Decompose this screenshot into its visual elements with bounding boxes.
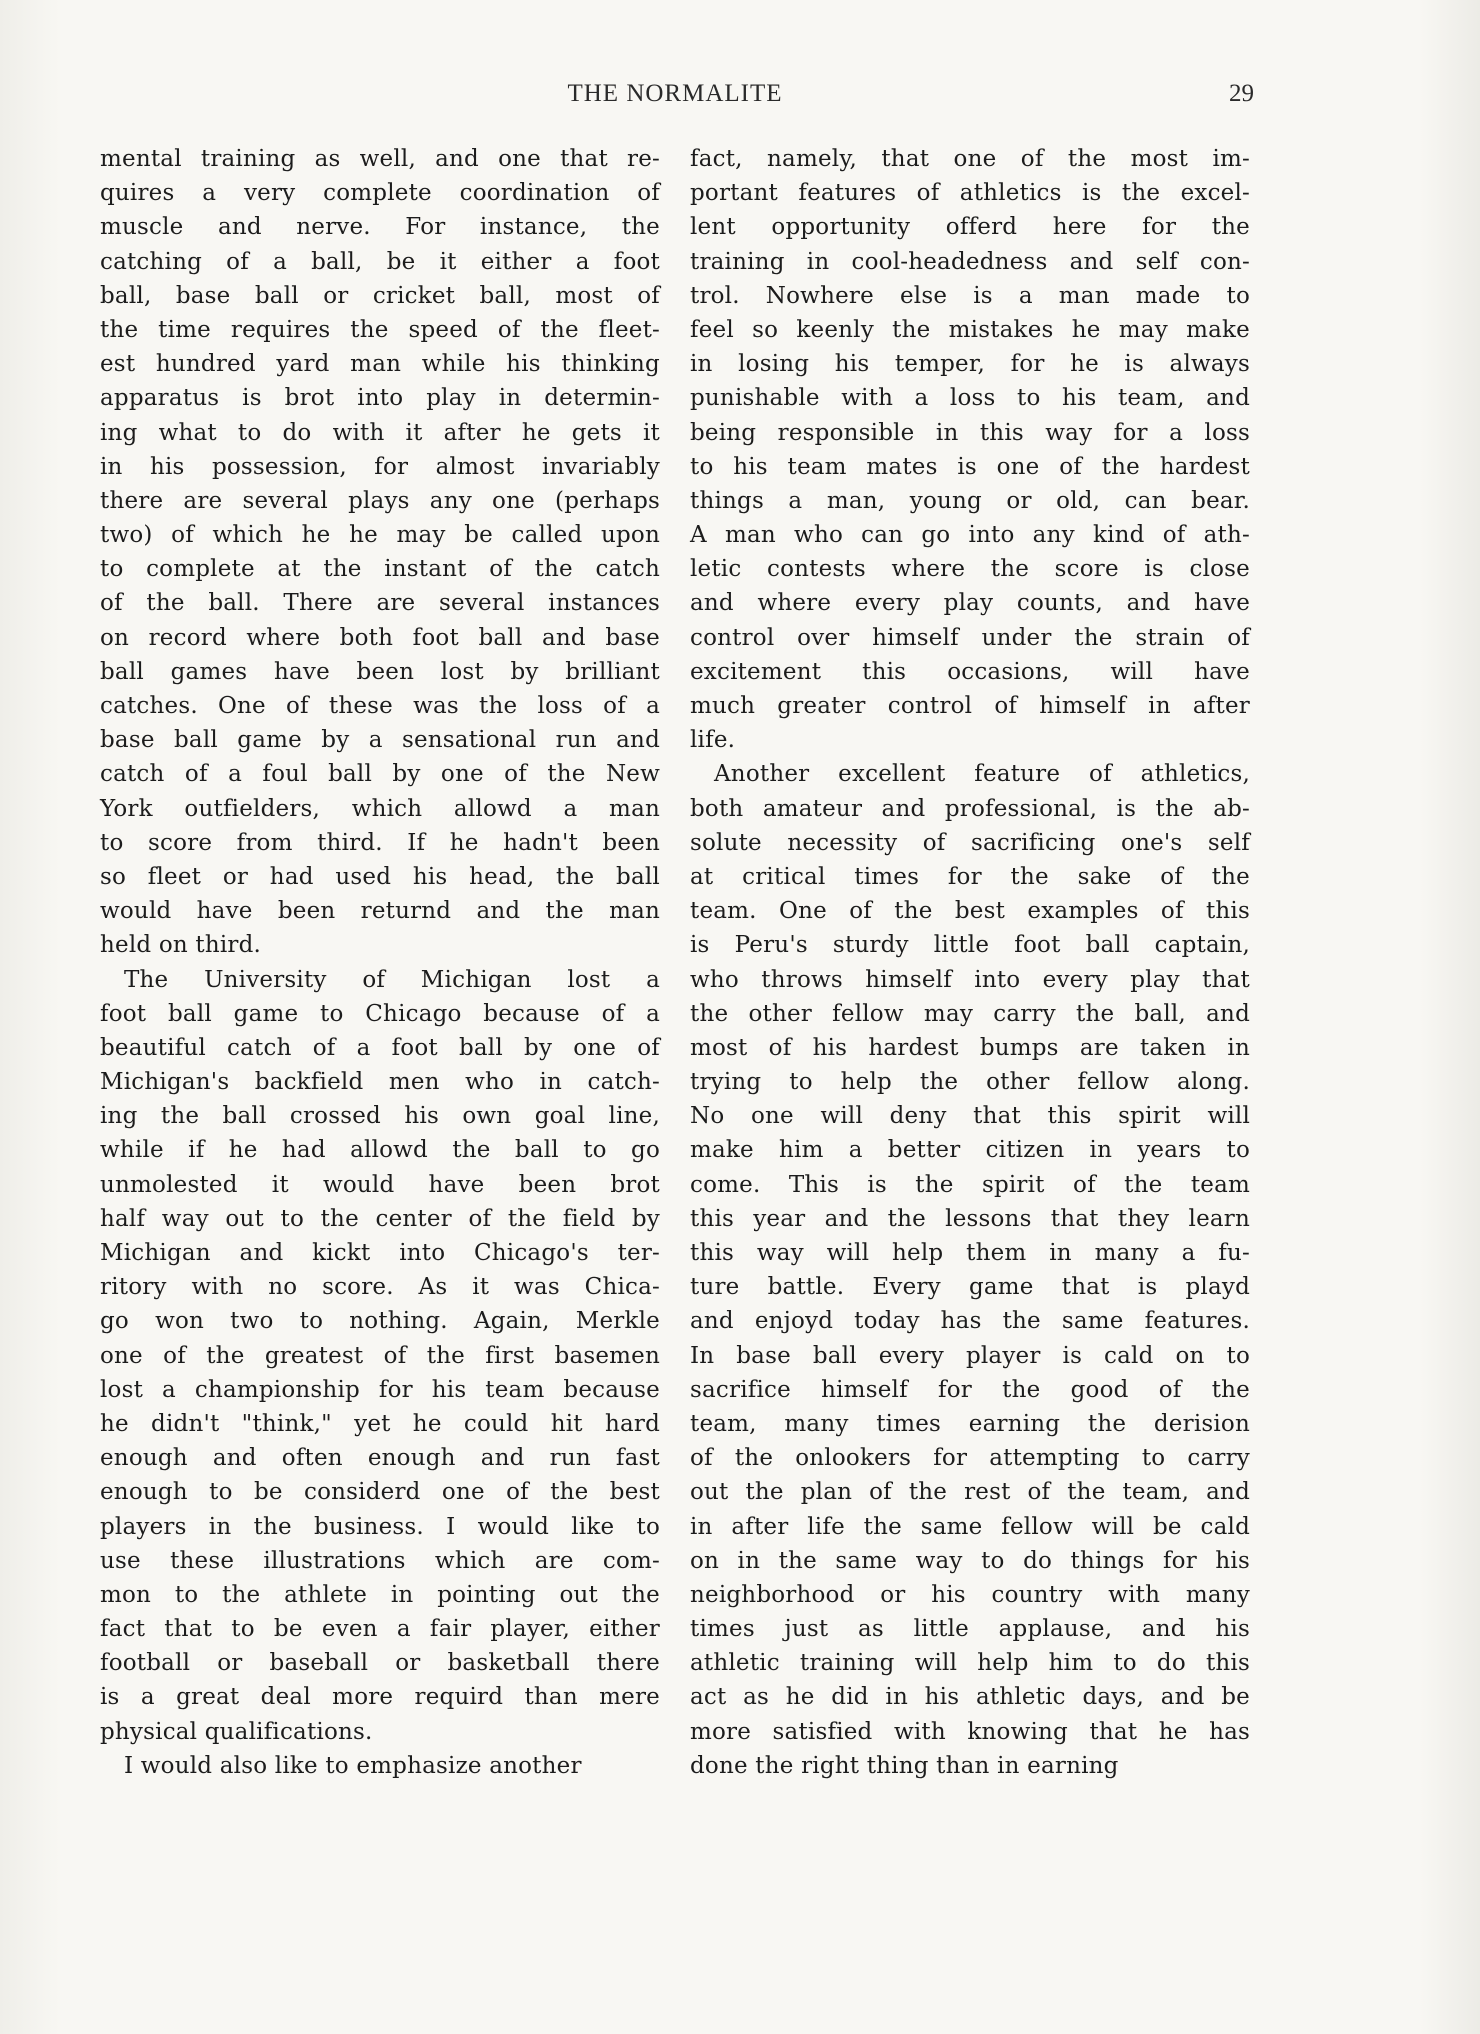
text-line: fact, namely, that one of the most im- — [690, 146, 1250, 172]
text-line: the time requires the speed of the fleet- — [100, 316, 660, 343]
text-line: unmolested it would have been brot — [100, 1171, 660, 1198]
text-line: more satisfied with knowing that he has — [690, 1718, 1250, 1745]
text-line: use these illustrations which are com- — [100, 1547, 660, 1574]
text-line: of the onlookers for attempting to carry — [690, 1445, 1250, 1472]
text-line: things a man, young or old, can bear. — [690, 487, 1250, 514]
text-line: I would also like to emphasize another — [124, 1752, 582, 1779]
text-line: to complete at the instant of the catch — [100, 556, 660, 583]
running-title: THE NORMALITE — [567, 80, 783, 107]
text-line: players in the business. I would like to — [100, 1513, 660, 1540]
text-line: catching of a ball, be it either a foot — [100, 248, 660, 275]
left-column — [100, 142, 660, 1783]
text-line: Michigan's backfield men who in catch- — [100, 1069, 660, 1096]
text-line: done the right thing than in earning — [690, 1752, 1119, 1779]
text-line: and enjoyd today has the same features. — [690, 1308, 1250, 1335]
right-column — [690, 142, 1250, 1783]
text-line: in losing his temper, for he is always — [690, 351, 1250, 378]
text-line: times just as little applause, and his — [690, 1616, 1250, 1643]
text-line: catches. One of these was the loss of a — [100, 693, 660, 719]
text-line: apparatus is brot into play in determin- — [100, 385, 660, 412]
page-number: 29 — [1229, 80, 1254, 107]
text-line: In base ball every player is cald on to — [690, 1342, 1250, 1369]
page-header — [100, 80, 1254, 120]
text-line: of the ball. There are several instances — [100, 590, 660, 617]
text-line: excitement this occasions, will have — [690, 658, 1250, 685]
text-line: at critical times for the sake of the — [690, 863, 1250, 890]
text-line: come. This is the spirit of the team — [690, 1171, 1250, 1198]
text-line: foot ball game to Chicago because of a — [100, 1000, 660, 1027]
text-line: control over himself under the strain of — [690, 624, 1250, 651]
text-line: letic contests where the score is close — [690, 556, 1250, 583]
text-line: trol. Nowhere else is a man made to — [690, 282, 1250, 309]
text-line: athletic training will help him to do this — [690, 1650, 1250, 1677]
text-line: mental training as well, and one that re- — [100, 146, 660, 172]
text-line: to score from third. If he hadn't been — [100, 829, 660, 856]
text-line: on record where both foot ball and base — [100, 624, 660, 651]
text-line: one of the greatest of the first basemen — [100, 1342, 660, 1369]
text-line: enough and often enough and run fast — [100, 1445, 660, 1472]
text-line: in after life the same fellow will be cald — [690, 1513, 1250, 1540]
text-line: enough to be considerd one of the best — [100, 1479, 660, 1506]
text-line: ritory with no score. As it was Chica- — [100, 1274, 660, 1301]
text-line: fact that to be even a fair player, either — [100, 1616, 660, 1643]
text-line: half way out to the center of the field by — [100, 1205, 660, 1232]
text-line: York outfielders, which allowd a man — [100, 795, 660, 822]
text-line: punishable with a loss to his team, and — [690, 385, 1250, 412]
text-line: and where every play counts, and have — [690, 590, 1250, 617]
text-line: life. — [690, 727, 736, 754]
text-line: trying to help the other fellow along. — [690, 1069, 1250, 1096]
text-line: feel so keenly the mistakes he may make — [690, 316, 1250, 343]
text-line: out the plan of the rest of the team, and — [690, 1479, 1250, 1506]
text-line: being responsible in this way for a loss — [690, 419, 1250, 446]
text-line: mon to the athlete in pointing out the — [100, 1581, 660, 1608]
text-line: beautiful catch of a foot ball by one of — [100, 1034, 660, 1061]
text-line: to his team mates is one of the hardest — [690, 453, 1250, 480]
text-line: this way will help them in many a fu- — [690, 1240, 1250, 1266]
text-line: lost a championship for his team because — [100, 1376, 660, 1403]
text-line: team, many times earning the derision — [690, 1410, 1250, 1437]
text-line: physical qualifications. — [100, 1718, 373, 1745]
text-line: much greater control of himself in after — [690, 693, 1250, 719]
text-line: ing the ball crossed his own goal line, — [100, 1103, 660, 1130]
text-line: is a great deal more requird than mere — [100, 1684, 660, 1711]
text-line: ball games have been lost by brilliant — [100, 658, 660, 685]
text-line: who throws himself into every play that — [690, 966, 1250, 993]
text-line: solute necessity of sacrificing one's self — [690, 829, 1250, 856]
text-line: A man who can go into any kind of ath- — [690, 522, 1250, 549]
text-line: so fleet or had used his head, the ball — [100, 863, 660, 890]
text-line: would have been returnd and the man — [100, 898, 660, 925]
text-line: portant features of athletics is the excel- — [690, 180, 1250, 207]
text-line: act as he did in his athletic days, and be — [690, 1684, 1250, 1711]
text-line: the other fellow may carry the ball, and — [690, 1000, 1250, 1027]
text-line: there are several plays any one (perhaps — [100, 487, 660, 514]
text-line: sacrifice himself for the good of the — [690, 1376, 1250, 1403]
text-line: base ball game by a sensational run and — [100, 727, 660, 754]
text-line: on in the same way to do things for his — [690, 1547, 1250, 1574]
text-line: while if he had allowd the ball to go — [100, 1137, 660, 1164]
text-line: held on third. — [100, 932, 262, 959]
text-line: two) of which he he may be called upon — [100, 522, 660, 549]
text-line: Another excellent feature of athletics, — [714, 761, 1250, 788]
text-line: ball, base ball or cricket ball, most of — [100, 282, 660, 309]
text-line: lent opportunity offerd here for the — [690, 214, 1250, 241]
text-line: neighborhood or his country with many — [690, 1581, 1250, 1608]
text-line: No one will deny that this spirit will — [690, 1103, 1250, 1130]
text-line: he didn't "think," yet he could hit hard — [100, 1410, 660, 1437]
text-line: The University of Michigan lost a — [124, 966, 660, 993]
text-line: catch of a foul ball by one of the New — [100, 761, 660, 788]
text-line: most of his hardest bumps are taken in — [690, 1034, 1250, 1061]
text-line: muscle and nerve. For instance, the — [100, 214, 660, 241]
text-line: Michigan and kickt into Chicago's ter- — [100, 1240, 660, 1266]
text-line: team. One of the best examples of this — [690, 898, 1250, 925]
text-line: est hundred yard man while his thinking — [100, 351, 660, 378]
text-line: quires a very complete coordination of — [100, 180, 660, 207]
text-line: go won two to nothing. Again, Merkle — [100, 1308, 660, 1335]
text-line: this year and the lessons that they learn — [690, 1205, 1250, 1232]
text-line: both amateur and professional, is the ab- — [690, 795, 1250, 822]
text-line: is Peru's sturdy little foot ball captain, — [690, 932, 1250, 959]
text-line: make him a better citizen in years to — [690, 1137, 1250, 1164]
text-line: football or baseball or basketball there — [100, 1650, 660, 1677]
text-line: in his possession, for almost invariably — [100, 453, 660, 480]
text-line: training in cool-headedness and self con- — [690, 248, 1250, 275]
text-line: ture battle. Every game that is playd — [690, 1274, 1250, 1301]
text-line: ing what to do with it after he gets it — [100, 419, 660, 446]
